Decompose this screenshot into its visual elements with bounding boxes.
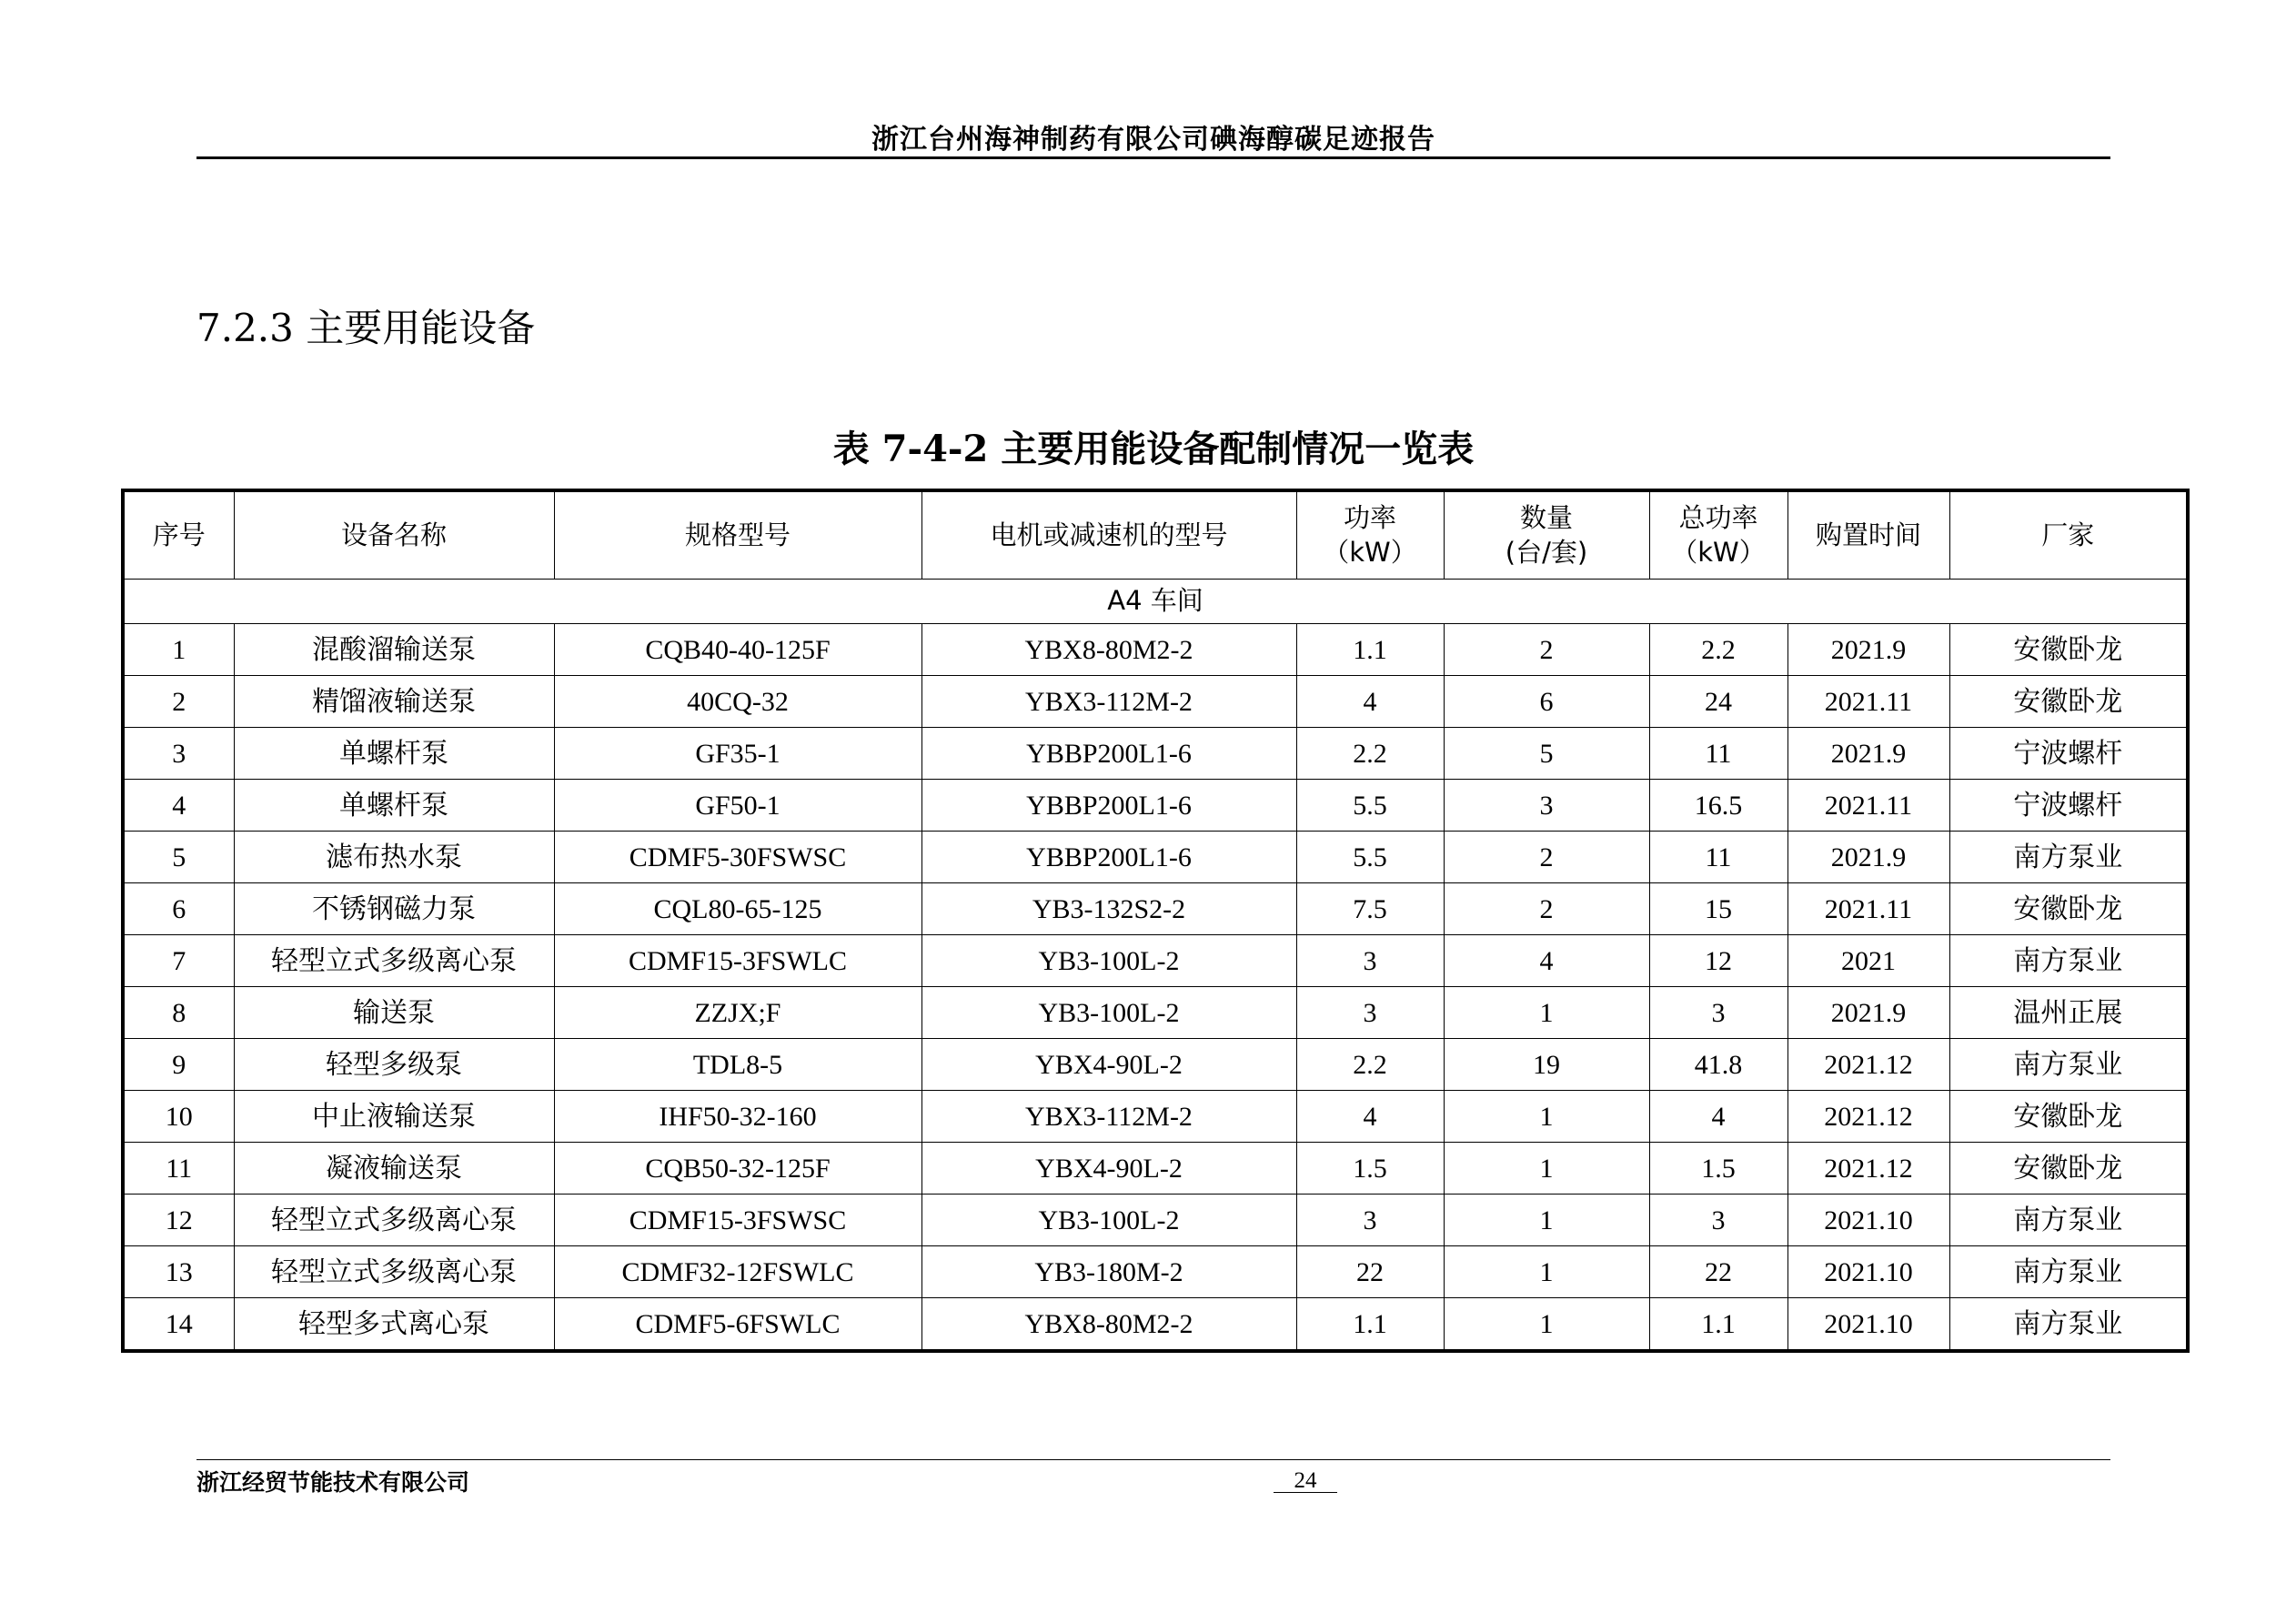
cell-power: 3 — [1296, 1195, 1444, 1246]
cell-total: 41.8 — [1649, 1039, 1787, 1091]
cell-motor: YBX4-90L-2 — [921, 1143, 1296, 1195]
cell-date: 2021.12 — [1787, 1091, 1949, 1143]
cell-name: 凝液输送泵 — [234, 1143, 554, 1195]
cell-name: 轻型多式离心泵 — [234, 1298, 554, 1352]
cell-qty: 1 — [1444, 1091, 1649, 1143]
column-header: 功率 （kW） — [1296, 490, 1444, 580]
page-number-underline — [1274, 1492, 1337, 1493]
cell-date: 2021.11 — [1787, 676, 1949, 728]
cell-name: 精馏液输送泵 — [234, 676, 554, 728]
cell-motor: YB3-100L-2 — [921, 1195, 1296, 1246]
cell-qty: 2 — [1444, 883, 1649, 935]
cell-motor: YBX3-112M-2 — [921, 676, 1296, 728]
cell-qty: 5 — [1444, 728, 1649, 780]
cell-motor: YB3-100L-2 — [921, 935, 1296, 987]
cell-no: 13 — [123, 1246, 234, 1298]
cell-maker: 宁波螺杆 — [1949, 728, 2188, 780]
equipment-table — [121, 489, 2190, 1353]
table-row — [123, 780, 2188, 832]
column-header: 购置时间 — [1787, 490, 1949, 580]
cell-qty: 6 — [1444, 676, 1649, 728]
cell-qty: 3 — [1444, 780, 1649, 832]
cell-motor: YBBP200L1-6 — [921, 832, 1296, 883]
cell-no: 1 — [123, 624, 234, 676]
group-label: A4 车间 — [123, 580, 2188, 624]
page-header-title: 浙江台州海神制药有限公司碘海醇碳足迹报告 — [871, 124, 1435, 156]
cell-no: 11 — [123, 1143, 234, 1195]
cell-no: 3 — [123, 728, 234, 780]
table-row — [123, 987, 2188, 1039]
table-caption: 表 7-4-2 主要用能设备配制情况一览表 — [832, 428, 1475, 470]
cell-date: 2021.12 — [1787, 1039, 1949, 1091]
cell-motor: YBX4-90L-2 — [921, 1039, 1296, 1091]
cell-date: 2021.12 — [1787, 1143, 1949, 1195]
cell-no: 6 — [123, 883, 234, 935]
cell-total: 11 — [1649, 728, 1787, 780]
table-row — [123, 624, 2188, 676]
cell-spec: GF50-1 — [554, 780, 921, 832]
cell-maker: 安徽卧龙 — [1949, 624, 2188, 676]
column-header: 总功率 （kW） — [1649, 490, 1787, 580]
column-header: 数量 (台/套) — [1444, 490, 1649, 580]
cell-total: 3 — [1649, 987, 1787, 1039]
cell-spec: CDMF15-3FSWLC — [554, 935, 921, 987]
cell-maker: 安徽卧龙 — [1949, 1143, 2188, 1195]
cell-no: 7 — [123, 935, 234, 987]
cell-date: 2021.9 — [1787, 728, 1949, 780]
section-title: 7.2.3 主要用能设备 — [196, 306, 536, 350]
cell-date: 2021.10 — [1787, 1246, 1949, 1298]
cell-total: 4 — [1649, 1091, 1787, 1143]
cell-power: 3 — [1296, 935, 1444, 987]
cell-maker: 南方泵业 — [1949, 1246, 2188, 1298]
footer-divider — [196, 1459, 2110, 1460]
cell-no: 9 — [123, 1039, 234, 1091]
cell-total: 1.5 — [1649, 1143, 1787, 1195]
cell-power: 1.1 — [1296, 624, 1444, 676]
cell-name: 轻型立式多级离心泵 — [234, 1195, 554, 1246]
cell-maker: 安徽卧龙 — [1949, 883, 2188, 935]
cell-date: 2021.9 — [1787, 832, 1949, 883]
column-header: 厂家 — [1949, 490, 2188, 580]
column-header: 序号 — [123, 490, 234, 580]
cell-name: 输送泵 — [234, 987, 554, 1039]
cell-name: 滤布热水泵 — [234, 832, 554, 883]
cell-motor: YB3-132S2-2 — [921, 883, 1296, 935]
table-row — [123, 832, 2188, 883]
table-row — [123, 935, 2188, 987]
cell-maker: 安徽卧龙 — [1949, 1091, 2188, 1143]
cell-qty: 1 — [1444, 1195, 1649, 1246]
cell-spec: CDMF32-12FSWLC — [554, 1246, 921, 1298]
cell-date: 2021.9 — [1787, 987, 1949, 1039]
cell-spec: IHF50-32-160 — [554, 1091, 921, 1143]
table-header-row — [123, 490, 2188, 580]
cell-maker: 宁波螺杆 — [1949, 780, 2188, 832]
cell-maker: 南方泵业 — [1949, 832, 2188, 883]
cell-maker: 南方泵业 — [1949, 935, 2188, 987]
cell-qty: 1 — [1444, 1143, 1649, 1195]
cell-name: 不锈钢磁力泵 — [234, 883, 554, 935]
cell-qty: 1 — [1444, 987, 1649, 1039]
cell-total: 3 — [1649, 1195, 1787, 1246]
cell-total: 16.5 — [1649, 780, 1787, 832]
cell-spec: ZZJX;F — [554, 987, 921, 1039]
cell-motor: YBX3-112M-2 — [921, 1091, 1296, 1143]
cell-no: 12 — [123, 1195, 234, 1246]
page-number: 24 — [1294, 1468, 1317, 1493]
cell-spec: GF35-1 — [554, 728, 921, 780]
cell-maker: 温州正展 — [1949, 987, 2188, 1039]
table-row — [123, 1298, 2188, 1352]
cell-power: 22 — [1296, 1246, 1444, 1298]
cell-motor: YBBP200L1-6 — [921, 780, 1296, 832]
group-row — [123, 580, 2188, 624]
cell-qty: 2 — [1444, 624, 1649, 676]
table-row — [123, 1143, 2188, 1195]
cell-name: 单螺杆泵 — [234, 728, 554, 780]
table-row — [123, 1039, 2188, 1091]
cell-qty: 4 — [1444, 935, 1649, 987]
cell-qty: 1 — [1444, 1246, 1649, 1298]
cell-power: 4 — [1296, 1091, 1444, 1143]
cell-spec: CDMF5-6FSWLC — [554, 1298, 921, 1352]
cell-spec: CDMF15-3FSWSC — [554, 1195, 921, 1246]
cell-qty: 19 — [1444, 1039, 1649, 1091]
cell-name: 轻型多级泵 — [234, 1039, 554, 1091]
cell-power: 3 — [1296, 987, 1444, 1039]
cell-maker: 南方泵业 — [1949, 1195, 2188, 1246]
cell-power: 5.5 — [1296, 780, 1444, 832]
cell-no: 4 — [123, 780, 234, 832]
cell-no: 2 — [123, 676, 234, 728]
column-header: 设备名称 — [234, 490, 554, 580]
cell-motor: YBX8-80M2-2 — [921, 624, 1296, 676]
cell-motor: YBBP200L1-6 — [921, 728, 1296, 780]
cell-total: 15 — [1649, 883, 1787, 935]
cell-qty: 2 — [1444, 832, 1649, 883]
cell-spec: 40CQ-32 — [554, 676, 921, 728]
header-divider — [196, 156, 2110, 159]
table-row — [123, 1091, 2188, 1143]
cell-maker: 南方泵业 — [1949, 1298, 2188, 1352]
cell-total: 22 — [1649, 1246, 1787, 1298]
table-row — [123, 728, 2188, 780]
cell-name: 混酸溜输送泵 — [234, 624, 554, 676]
cell-no: 8 — [123, 987, 234, 1039]
cell-power: 2.2 — [1296, 728, 1444, 780]
footer-company: 浙江经贸节能技术有限公司 — [196, 1469, 470, 1496]
cell-date: 2021 — [1787, 935, 1949, 987]
cell-motor: YBX8-80M2-2 — [921, 1298, 1296, 1352]
cell-no: 5 — [123, 832, 234, 883]
cell-total: 11 — [1649, 832, 1787, 883]
cell-no: 10 — [123, 1091, 234, 1143]
cell-date: 2021.11 — [1787, 883, 1949, 935]
cell-no: 14 — [123, 1298, 234, 1352]
cell-total: 24 — [1649, 676, 1787, 728]
cell-spec: CQB40-40-125F — [554, 624, 921, 676]
cell-total: 2.2 — [1649, 624, 1787, 676]
cell-motor: YB3-180M-2 — [921, 1246, 1296, 1298]
cell-spec: CDMF5-30FSWSC — [554, 832, 921, 883]
cell-date: 2021.11 — [1787, 780, 1949, 832]
cell-total: 12 — [1649, 935, 1787, 987]
cell-maker: 南方泵业 — [1949, 1039, 2188, 1091]
cell-date: 2021.10 — [1787, 1298, 1949, 1352]
cell-power: 5.5 — [1296, 832, 1444, 883]
cell-maker: 安徽卧龙 — [1949, 676, 2188, 728]
cell-date: 2021.9 — [1787, 624, 1949, 676]
cell-power: 1.5 — [1296, 1143, 1444, 1195]
cell-qty: 1 — [1444, 1298, 1649, 1352]
cell-spec: TDL8-5 — [554, 1039, 921, 1091]
cell-power: 1.1 — [1296, 1298, 1444, 1352]
cell-date: 2021.10 — [1787, 1195, 1949, 1246]
cell-power: 7.5 — [1296, 883, 1444, 935]
cell-spec: CQL80-65-125 — [554, 883, 921, 935]
column-header: 规格型号 — [554, 490, 921, 580]
table-row — [123, 883, 2188, 935]
cell-name: 中止液输送泵 — [234, 1091, 554, 1143]
cell-name: 单螺杆泵 — [234, 780, 554, 832]
column-header: 电机或减速机的型号 — [921, 490, 1296, 580]
cell-spec: CQB50-32-125F — [554, 1143, 921, 1195]
table-row — [123, 1246, 2188, 1298]
table-row — [123, 1195, 2188, 1246]
cell-motor: YB3-100L-2 — [921, 987, 1296, 1039]
cell-power: 2.2 — [1296, 1039, 1444, 1091]
table-row — [123, 676, 2188, 728]
cell-name: 轻型立式多级离心泵 — [234, 935, 554, 987]
cell-power: 4 — [1296, 676, 1444, 728]
cell-total: 1.1 — [1649, 1298, 1787, 1352]
cell-name: 轻型立式多级离心泵 — [234, 1246, 554, 1298]
